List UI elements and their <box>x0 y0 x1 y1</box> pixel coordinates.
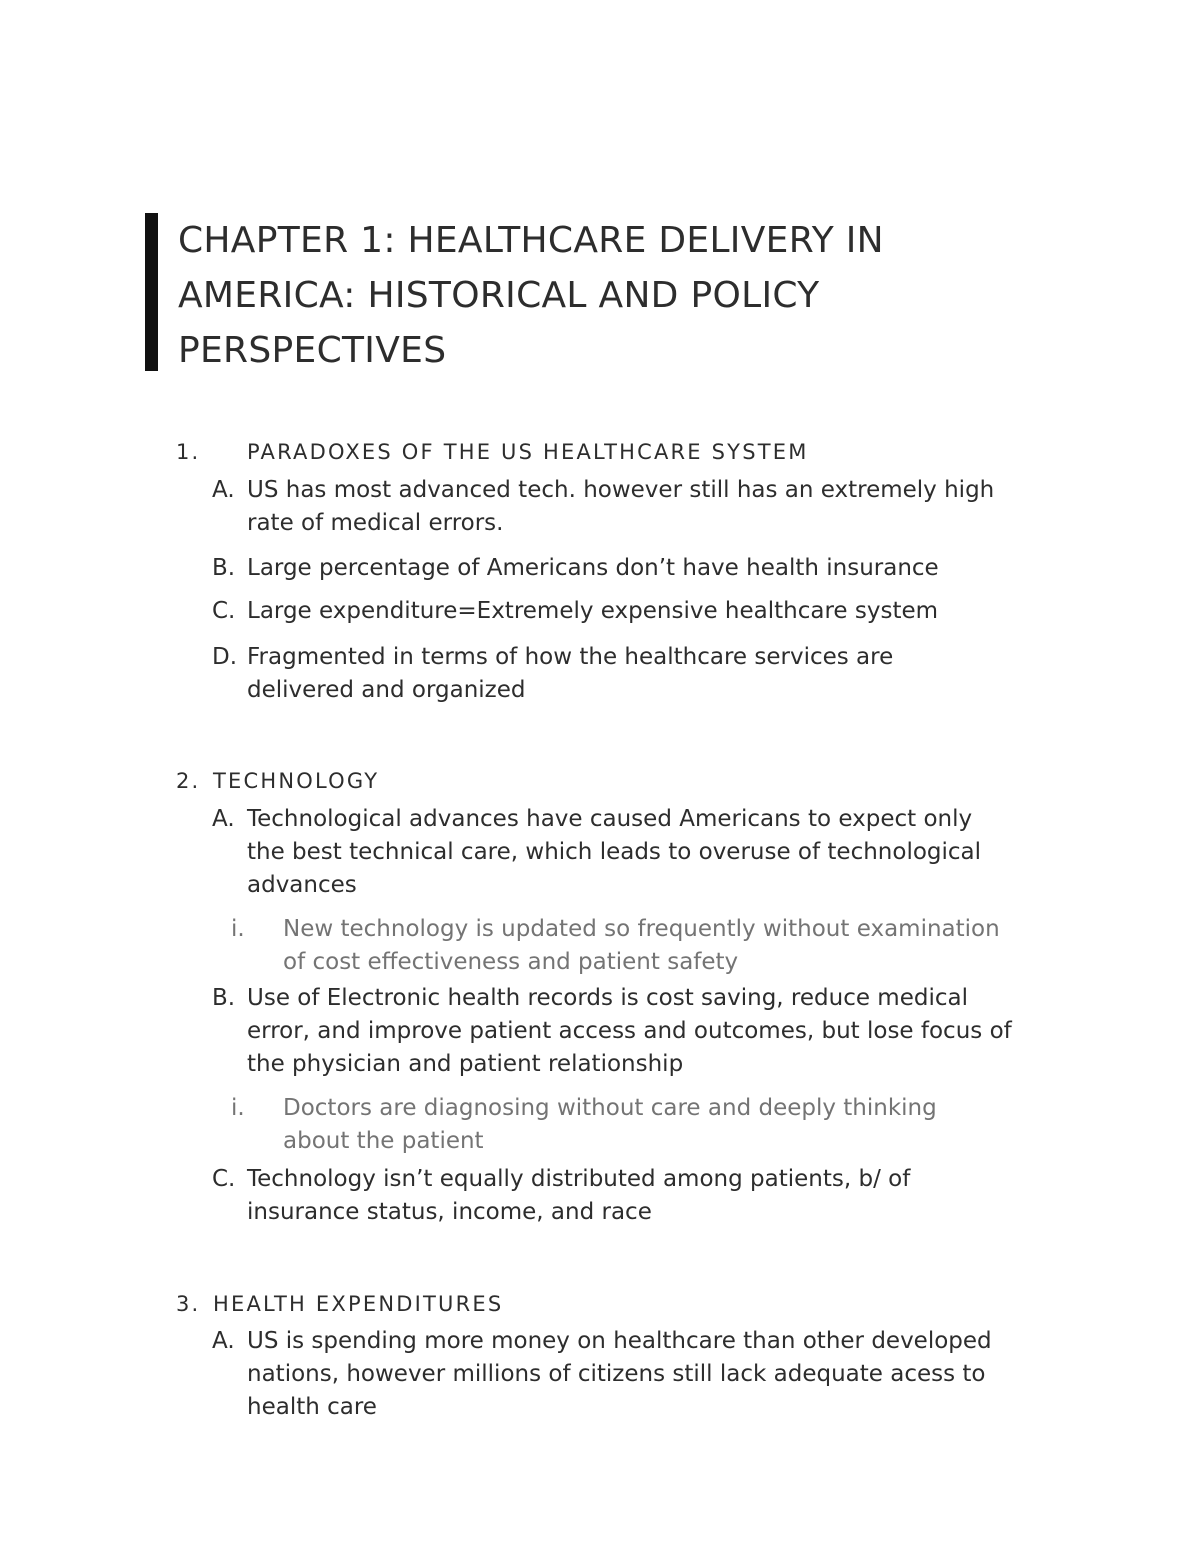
section-number: 1. <box>176 440 201 464</box>
section-number: 2. <box>176 769 201 793</box>
item-text: Large percentage of Americans don’t have health insurance <box>247 555 939 581</box>
section-title: HEALTH EXPENDITURES <box>213 1292 504 1316</box>
section-title: PARADOXES OF THE US HEALTHCARE SYSTEM <box>247 440 809 464</box>
item-letter: B. <box>212 555 236 581</box>
item-text: Fragmented in terms of how the healthcare services are delivered and organized <box>247 644 894 703</box>
section-heading-2 <box>176 769 379 793</box>
item-letter: B. <box>212 985 236 1011</box>
section-heading-1 <box>176 440 809 464</box>
item-text: Technology isn’t equally distributed among patients, b/ of insurance status, income, and race <box>247 1166 911 1225</box>
item-text: Large expenditure=Extremely expensive healthcare system <box>247 598 939 624</box>
item-letter: C. <box>212 1166 236 1192</box>
sub-item-marker: i. <box>231 916 245 942</box>
section-number: 3. <box>176 1292 201 1316</box>
item-text: US is spending more money on healthcare than other developed nations, however millions of citizens still lack adequate acess to health care <box>247 1328 992 1420</box>
item-letter: D. <box>212 644 238 670</box>
item-letter: A. <box>212 477 235 503</box>
sub-item-text: New technology is updated so frequently without examination of cost effectiveness and patient safety <box>283 916 1000 975</box>
chapter-title: CHAPTER 1: HEALTHCARE DELIVERY IN AMERICA: HISTORICAL AND POLICY PERSPECTIVES <box>178 220 884 371</box>
item-text: Use of Electronic health records is cost saving, reduce medical error, and improve patient access and outcomes, but lose focus of the physician and patient relationship <box>247 985 1012 1077</box>
item-text: US has most advanced tech. however still has an extremely high rate of medical errors. <box>247 477 995 536</box>
item-letter: A. <box>212 806 235 832</box>
item-text: Technological advances have caused Americans to expect only the best technical care, which leads to overuse of technological advances <box>247 806 982 898</box>
title-accent-bar <box>145 213 158 371</box>
sub-item-text: Doctors are diagnosing without care and deeply thinking about the patient <box>283 1095 937 1154</box>
item-letter: A. <box>212 1328 235 1354</box>
item-letter: C. <box>212 598 236 624</box>
sub-item-marker: i. <box>231 1095 245 1121</box>
section-heading-3 <box>176 1292 503 1316</box>
section-title: TECHNOLOGY <box>213 769 380 793</box>
